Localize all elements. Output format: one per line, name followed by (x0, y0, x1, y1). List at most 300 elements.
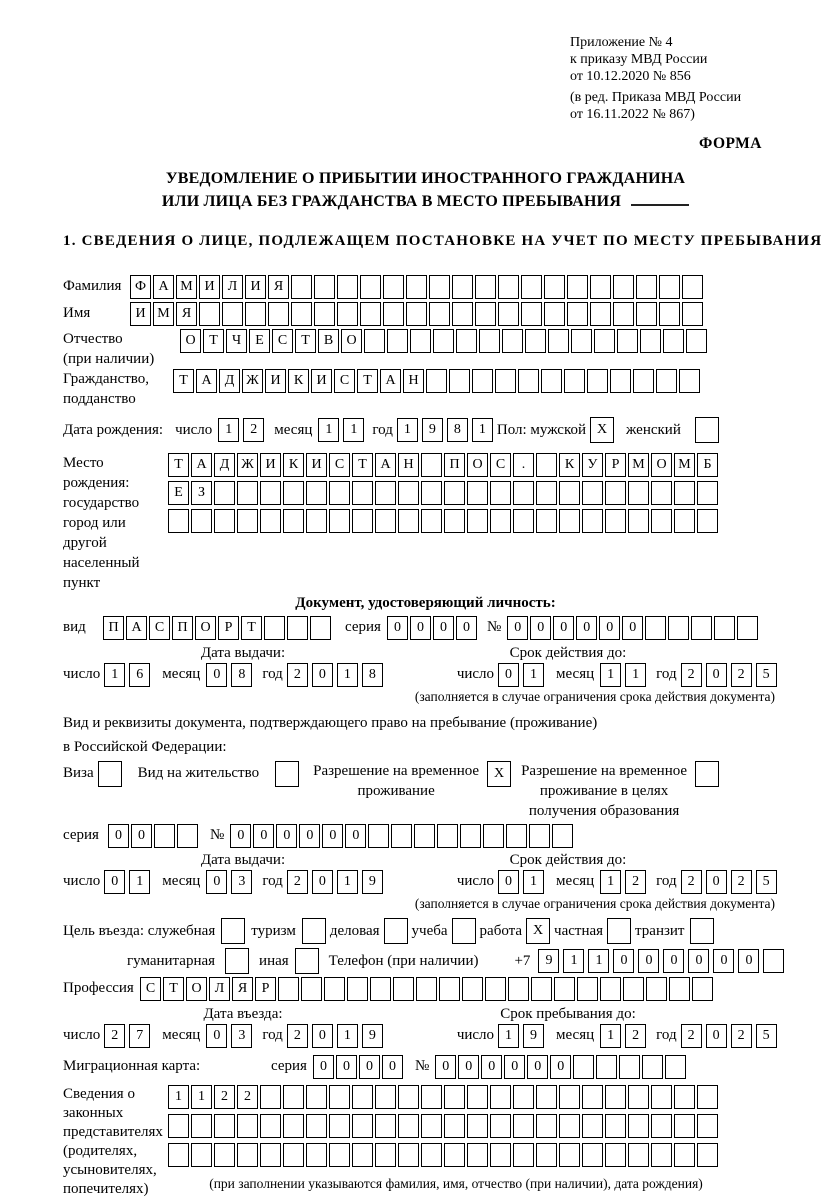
entry-date-heading: Дата въезда: (203, 1006, 283, 1022)
char-cell (368, 824, 389, 848)
visa-label: Виза (63, 765, 94, 781)
residence-doc-intro-line2: в Российской Федерации: (63, 739, 227, 755)
char-cell: 0 (456, 616, 477, 640)
char-cell (398, 509, 419, 533)
char-cell (278, 977, 299, 1001)
char-cell (594, 329, 615, 353)
char-cell: А (191, 453, 212, 477)
char-cell: К (559, 453, 580, 477)
legal-reps-label-line4: (родителях, (63, 1143, 138, 1159)
char-cell (370, 977, 391, 1001)
issue-date-heading: Дата выдачи: (200, 852, 286, 868)
char-cell (628, 1085, 649, 1109)
appendix-line: от 10.12.2020 № 856 (570, 69, 691, 84)
char-cell (636, 275, 657, 299)
residence-dates-row (63, 869, 788, 894)
char-cell: П (172, 616, 193, 640)
char-cell (306, 481, 327, 505)
char-cell (686, 329, 707, 353)
stay-month-cells (600, 1024, 650, 1048)
phone-label: Телефон (при наличии) (328, 952, 479, 969)
char-cell: 0 (706, 870, 727, 894)
char-cell: 1 (104, 663, 125, 687)
char-cell: 6 (129, 663, 150, 687)
char-cell: 1 (523, 870, 544, 894)
char-cell: К (283, 453, 304, 477)
day-label: число (63, 666, 101, 682)
form-marker: ФОРМА (698, 135, 762, 152)
expiry-day-cells (498, 663, 548, 687)
char-cell: И (306, 453, 327, 477)
char-cell (536, 1085, 557, 1109)
char-cell (237, 509, 258, 533)
char-cell: 1 (129, 870, 150, 894)
legal-reps-note: (при заполнении указываются фамилия, имя, отчество (при наличии), дата рождения) (209, 1176, 703, 1191)
char-cell: 0 (688, 949, 709, 973)
char-cell (199, 302, 220, 326)
char-cell: Я (232, 977, 253, 1001)
number-label: № (210, 827, 225, 843)
char-cell (605, 509, 626, 533)
char-cell (490, 481, 511, 505)
char-cell (475, 275, 496, 299)
char-cell (467, 509, 488, 533)
char-cell (587, 369, 608, 393)
char-cell (301, 977, 322, 1001)
char-cell (668, 616, 689, 640)
char-cell (490, 1143, 511, 1167)
char-cell: 9 (538, 949, 559, 973)
char-cell (531, 977, 552, 1001)
char-cell (314, 302, 335, 326)
char-cell (245, 302, 266, 326)
char-cell (467, 1114, 488, 1138)
char-cell: 2 (681, 1024, 702, 1048)
residence-expiry-date (457, 869, 781, 894)
birth-place-label-line3: город или другой (63, 515, 126, 551)
char-cell (310, 616, 331, 640)
identity-doc-type-row (63, 615, 788, 640)
expiry-date-heading: Срок действия до: (509, 645, 627, 661)
char-cell: 0 (527, 1055, 548, 1079)
char-cell (177, 824, 198, 848)
char-cell (410, 329, 431, 353)
char-cell (628, 1114, 649, 1138)
char-cell: 0 (553, 616, 574, 640)
identity-issue-date (63, 662, 387, 687)
char-cell: 2 (681, 663, 702, 687)
char-cell: 0 (638, 949, 659, 973)
char-cell: 1 (625, 663, 646, 687)
char-cell: 1 (337, 870, 358, 894)
char-cell: 2 (104, 1024, 125, 1048)
char-cell: И (245, 275, 266, 299)
char-cell: 0 (206, 870, 227, 894)
char-cell (237, 1143, 258, 1167)
char-cell: 0 (312, 1024, 333, 1048)
char-cell (352, 509, 373, 533)
char-cell (260, 481, 281, 505)
char-cell: 2 (287, 1024, 308, 1048)
char-cell (168, 1143, 189, 1167)
identity-doc-type-label: вид (63, 619, 86, 635)
char-cell: 0 (313, 1055, 334, 1079)
char-cell: П (444, 453, 465, 477)
char-cell (521, 302, 542, 326)
month-label: месяц (162, 666, 201, 682)
char-cell: 0 (433, 616, 454, 640)
char-cell: 0 (253, 824, 274, 848)
char-cell (375, 1114, 396, 1138)
char-cell: 1 (563, 949, 584, 973)
char-cell: С (149, 616, 170, 640)
char-cell (577, 977, 598, 1001)
char-cell: У (582, 453, 603, 477)
char-cell: 2 (287, 870, 308, 894)
char-cell (665, 1055, 686, 1079)
temp-permit-label-line1: Разрешение на временное (313, 763, 480, 779)
char-cell: 8 (447, 418, 468, 442)
surname-row (63, 274, 788, 299)
residence-series-row (63, 823, 788, 848)
char-cell (521, 275, 542, 299)
char-cell (513, 1085, 534, 1109)
char-cell (490, 509, 511, 533)
char-cell (268, 302, 289, 326)
section1-heading: 1. СВЕДЕНИЯ О ЛИЦЕ, ПОДЛЕЖАЩЕМ ПОСТАНОВКЕ НА УЧЕТ ПО МЕСТУ ПРЕБЫВАНИЯ (63, 233, 822, 249)
char-cell (260, 1085, 281, 1109)
char-cell: 5 (756, 1024, 777, 1048)
char-cell (518, 369, 539, 393)
char-cell (623, 977, 644, 1001)
char-cell (506, 824, 527, 848)
char-cell: 5 (756, 870, 777, 894)
amendment-line: от 16.11.2022 № 867) (570, 107, 695, 122)
birth-place-label-line4: населенный пункт (63, 555, 140, 591)
char-cell (191, 1114, 212, 1138)
char-cell: С (329, 453, 350, 477)
char-cell: 0 (507, 616, 528, 640)
char-cell (444, 1085, 465, 1109)
char-cell (264, 616, 285, 640)
char-cell (737, 616, 758, 640)
char-cell (582, 509, 603, 533)
year-label: год (656, 873, 677, 889)
char-cell: 1 (318, 418, 339, 442)
identity-doc-heading: Документ, удостоверяющий личность: (295, 595, 556, 611)
char-cell: Т (173, 369, 194, 393)
char-cell (536, 453, 557, 477)
birth-place-cells (168, 453, 720, 533)
char-cell (283, 509, 304, 533)
year-label: год (262, 1027, 283, 1043)
char-cell (421, 1143, 442, 1167)
birth-place-row2 (168, 481, 720, 505)
char-cell (697, 509, 718, 533)
char-cell: 0 (738, 949, 759, 973)
char-cell (651, 509, 672, 533)
legal-reps-label-line5: усыновителях, (63, 1162, 157, 1178)
legal-reps-row2 (168, 1114, 744, 1138)
char-cell (437, 824, 458, 848)
month-label: месяц (556, 666, 595, 682)
migration-number-cells (435, 1055, 688, 1079)
char-cell (383, 275, 404, 299)
char-cell: 0 (613, 949, 634, 973)
char-cell (628, 1143, 649, 1167)
char-cell (214, 509, 235, 533)
month-label: месяц (556, 1027, 595, 1043)
identity-expiry-date (457, 662, 781, 687)
char-cell (697, 1143, 718, 1167)
private-label: частная (554, 922, 604, 939)
char-cell (596, 1055, 617, 1079)
expiry-year-cells (681, 663, 781, 687)
char-cell (260, 1143, 281, 1167)
appendix-block (570, 34, 770, 123)
birth-date-row (63, 417, 788, 443)
char-cell: 1 (191, 1085, 212, 1109)
char-cell (444, 1114, 465, 1138)
tourism-checkbox (302, 918, 326, 944)
char-cell (628, 481, 649, 505)
char-cell (541, 369, 562, 393)
char-cell: 0 (706, 663, 727, 687)
char-cell (559, 481, 580, 505)
char-cell (452, 275, 473, 299)
char-cell: О (651, 453, 672, 477)
identity-expiry-note: (заполняется в случае ограничения срока действия документа) (414, 689, 775, 704)
char-cell (763, 949, 784, 973)
char-cell (168, 1114, 189, 1138)
expiry-month-cells (600, 870, 650, 894)
char-cell (692, 977, 713, 1001)
char-cell: 1 (498, 1024, 519, 1048)
char-cell: О (467, 453, 488, 477)
legal-reps-label-line1: Сведения о (63, 1086, 135, 1102)
amendment-line: (в ред. Приказа МВД России (570, 90, 742, 105)
edu-permit-checkbox (695, 761, 719, 787)
char-cell: Л (222, 275, 243, 299)
char-cell (613, 302, 634, 326)
char-cell (398, 1143, 419, 1167)
char-cell (414, 824, 435, 848)
char-cell: 3 (231, 1024, 252, 1048)
temp-permit-checkbox: X (487, 761, 511, 787)
char-cell (619, 1055, 640, 1079)
residence-number-cells (230, 824, 575, 848)
char-cell: 2 (731, 870, 752, 894)
char-cell: А (153, 275, 174, 299)
issue-year-cells (287, 870, 387, 894)
char-cell (337, 275, 358, 299)
char-cell (513, 1143, 534, 1167)
char-cell (651, 1143, 672, 1167)
char-cell (375, 509, 396, 533)
char-cell: К (288, 369, 309, 393)
char-cell (544, 302, 565, 326)
gender-male-label: Пол: мужской (496, 421, 587, 438)
char-cell: Е (168, 481, 189, 505)
char-cell (513, 509, 534, 533)
char-cell (567, 302, 588, 326)
char-cell (375, 1143, 396, 1167)
char-cell: 9 (523, 1024, 544, 1048)
appendix-line: к приказу МВД России (570, 52, 708, 67)
char-cell (548, 329, 569, 353)
char-cell (605, 1143, 626, 1167)
stay-until-heading: Срок пребывания до: (500, 1006, 636, 1022)
char-cell: 1 (337, 1024, 358, 1048)
number-label: № (414, 1058, 430, 1074)
char-cell (559, 1085, 580, 1109)
char-cell (452, 302, 473, 326)
legal-reps-label (63, 1085, 168, 1199)
entry-year-cells (287, 1024, 387, 1048)
char-cell: О (180, 329, 201, 353)
char-cell (642, 1055, 663, 1079)
char-cell (590, 302, 611, 326)
char-cell: 0 (622, 616, 643, 640)
stay-day-cells (498, 1024, 548, 1048)
humanitarian-label: гуманитарная (127, 952, 216, 969)
edu-permit-label (521, 761, 687, 821)
char-cell (329, 509, 350, 533)
char-cell: 2 (681, 870, 702, 894)
char-cell: 1 (168, 1085, 189, 1109)
char-cell: Я (176, 302, 197, 326)
form-title-line1: УВЕДОМЛЕНИЕ О ПРИБЫТИИ ИНОСТРАННОГО ГРАЖДАНИНА (165, 170, 686, 187)
title-underline (631, 204, 689, 206)
transit-label: транзит (635, 922, 685, 939)
char-cell: О (341, 329, 362, 353)
char-cell: М (153, 302, 174, 326)
month-label: месяц (162, 1027, 201, 1043)
char-cell: 0 (576, 616, 597, 640)
day-label: число (456, 873, 495, 889)
char-cell (467, 481, 488, 505)
char-cell (617, 329, 638, 353)
other-purpose-checkbox (295, 948, 319, 974)
char-cell (214, 481, 235, 505)
char-cell: 0 (498, 870, 519, 894)
char-cell (306, 509, 327, 533)
citizenship-row (63, 369, 788, 409)
char-cell: 0 (550, 1055, 571, 1079)
day-label: число (175, 421, 213, 438)
char-cell (682, 275, 703, 299)
char-cell: М (674, 453, 695, 477)
char-cell (513, 1114, 534, 1138)
char-cell (283, 1114, 304, 1138)
char-cell (502, 329, 523, 353)
char-cell (498, 302, 519, 326)
expiry-month-cells (600, 663, 650, 687)
char-cell: А (196, 369, 217, 393)
transit-checkbox (690, 918, 714, 944)
char-cell: 1 (523, 663, 544, 687)
char-cell (364, 329, 385, 353)
char-cell (426, 369, 447, 393)
private-checkbox (607, 918, 631, 944)
char-cell: 2 (243, 418, 264, 442)
char-cell: 0 (387, 616, 408, 640)
char-cell (559, 1114, 580, 1138)
char-cell (306, 1114, 327, 1138)
char-cell: 2 (625, 870, 646, 894)
char-cell: 0 (530, 616, 551, 640)
char-cell: 0 (504, 1055, 525, 1079)
char-cell (663, 329, 684, 353)
char-cell: Т (352, 453, 373, 477)
humanitarian-checkbox (225, 948, 249, 974)
char-cell (222, 302, 243, 326)
tourism-label: туризм (251, 922, 296, 939)
char-cell: 0 (206, 1024, 227, 1048)
char-cell: Р (218, 616, 239, 640)
char-cell: 0 (206, 663, 227, 687)
char-cell: 0 (108, 824, 129, 848)
profession-label: Профессия (63, 980, 134, 996)
residence-permit-checkbox (275, 761, 299, 787)
char-cell (214, 1114, 235, 1138)
char-cell (567, 275, 588, 299)
char-cell (398, 481, 419, 505)
char-cell: Т (241, 616, 262, 640)
migration-card-row (63, 1054, 788, 1079)
expiry-year-cells (681, 870, 781, 894)
char-cell: 9 (422, 418, 443, 442)
legal-reps-label-line2: законных (63, 1105, 124, 1121)
char-cell (421, 481, 442, 505)
char-cell: Л (209, 977, 230, 1001)
char-cell (651, 1114, 672, 1138)
char-cell (674, 509, 695, 533)
char-cell (697, 481, 718, 505)
char-cell (559, 1143, 580, 1167)
identity-doc-number-cells (507, 616, 760, 640)
char-cell (287, 616, 308, 640)
char-cell (659, 275, 680, 299)
residence-issue-date (63, 869, 387, 894)
char-cell (498, 275, 519, 299)
char-cell (674, 1114, 695, 1138)
char-cell: И (260, 453, 281, 477)
char-cell: М (176, 275, 197, 299)
char-cell (645, 616, 666, 640)
char-cell (375, 481, 396, 505)
series-label: серия (271, 1058, 307, 1074)
char-cell (433, 329, 454, 353)
char-cell (582, 1085, 603, 1109)
char-cell: 0 (713, 949, 734, 973)
char-cell (582, 1114, 603, 1138)
entry-dates-row (63, 1023, 788, 1048)
char-cell: 7 (129, 1024, 150, 1048)
char-cell (628, 509, 649, 533)
issue-month-cells (206, 663, 256, 687)
citizenship-label-line1: Гражданство, (63, 371, 150, 387)
entry-day-cells (104, 1024, 154, 1048)
identity-dates-row (63, 662, 788, 687)
residence-expiry-note: (заполняется в случае ограничения срока действия документа) (414, 896, 775, 911)
char-cell: И (265, 369, 286, 393)
char-cell: Ж (242, 369, 263, 393)
char-cell: 0 (599, 616, 620, 640)
char-cell (449, 369, 470, 393)
char-cell (536, 481, 557, 505)
char-cell (283, 1085, 304, 1109)
